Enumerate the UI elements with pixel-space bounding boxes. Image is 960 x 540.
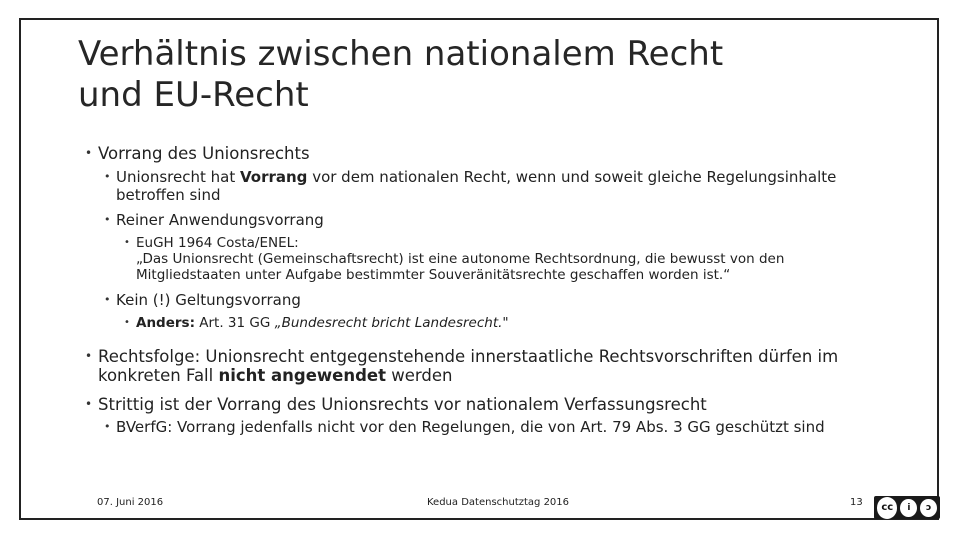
bullet-text: Reiner Anwendungsvorrang (116, 211, 324, 229)
cc-icon: cc (877, 497, 897, 519)
bullet-costa-enel (78, 235, 878, 283)
bullet-text-bold: Anders: (136, 315, 195, 331)
slide-content (78, 144, 878, 436)
bullet-text-post: werden (386, 366, 453, 385)
bullet-text-pre: Art. 31 GG (194, 315, 275, 331)
bullet-anders (78, 315, 878, 331)
footer-page-number: 13 (850, 497, 863, 508)
bullet-vorrang (78, 144, 878, 163)
bullet-dot: • (104, 213, 111, 226)
slide-title (78, 34, 838, 116)
bullet-dot: • (85, 349, 93, 363)
bullet-dot: • (104, 293, 111, 306)
bullet-text: Vorrang des Unionsrechts (98, 144, 310, 163)
bullet-dot: • (124, 237, 130, 248)
bullet-anwendungsvorrang (78, 211, 878, 229)
bullet-dot: • (85, 397, 93, 411)
footer-date: 07. Juni 2016 (97, 497, 164, 508)
bullet-text-italic: „Bundesrecht bricht Landesrecht." (274, 315, 509, 331)
bullet-dot: • (104, 170, 111, 183)
slide-title-line-2: und EU-Recht (78, 75, 309, 115)
bullet-text-pre: Unionsrecht hat (116, 168, 240, 186)
by-icon: i (900, 499, 917, 517)
cc-by-sa-license-badge (874, 496, 940, 519)
bullet-text-post: vor dem nationalen Recht, wenn und soweit gleiche Regelungsinhalte betroffen sind (116, 168, 837, 204)
bullet-dot: • (85, 146, 93, 160)
bullet-text-pre: Rechtsfolge: Unionsrecht entgegenstehende innerstaatliche Rechtsvorschriften dürfen im konkreten Fall (98, 347, 839, 385)
bullet-quote: „Das Unionsrecht (Gemeinschaftsrecht) ist eine autonome Rechtsordnung, die bewusst von den Mitgliedstaaten unter Aufgabe bestimmter Souveränitätsrechte geschaffen worden ist.“ (136, 251, 785, 283)
bullet-dot: • (104, 420, 111, 433)
bullet-text: Kein (!) Geltungsvorrang (116, 291, 301, 309)
bullet-text: BVerfG: Vorrang jedenfalls nicht vor den Regelungen, die von Art. 79 Abs. 3 GG geschützt sind (116, 418, 825, 436)
bullet-dot: • (124, 317, 130, 328)
bullet-strittig (78, 395, 878, 414)
bullet-text: EuGH 1964 Costa/ENEL: (136, 235, 299, 251)
footer-event: Kedua Datenschutztag 2016 (427, 497, 570, 508)
bullet-geltungsvorrang (78, 291, 878, 309)
slide-title-line-1: Verhältnis zwischen nationalem Recht (78, 34, 724, 74)
bullet-text: Strittig ist der Vorrang des Unionsrechts vor nationalem Verfassungsrecht (98, 395, 707, 414)
sa-icon: ↄ (920, 499, 937, 517)
bullet-text-bold: Vorrang (239, 168, 308, 186)
bullet-unionsrecht-vorrang (78, 168, 878, 204)
bullet-rechtsfolge (78, 347, 878, 385)
bullet-bverfg (78, 418, 878, 436)
bullet-text-bold: nicht angewendet (218, 366, 386, 385)
